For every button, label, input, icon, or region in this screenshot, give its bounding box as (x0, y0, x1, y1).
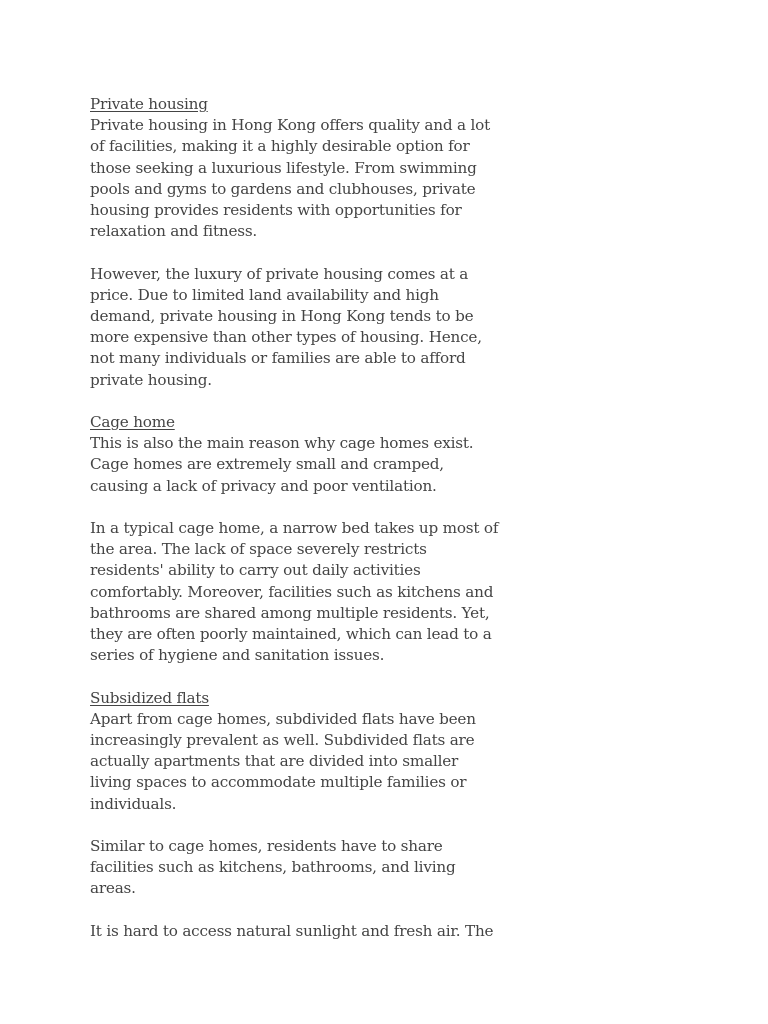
section-heading: Subsidized flats (90, 688, 209, 707)
paragraph: Private housing in Hong Kong offers quality and a lot of facilities, making it a highly desirable option for those seeking a luxurious lifestyle. From swimming pools and gyms to gardens and clubhouses, private housing provides residents with opportunities for relaxation and fitness. (90, 116, 490, 241)
paragraph-gap (90, 391, 500, 412)
section-heading: Private housing (90, 95, 208, 113)
section-heading: Cage home (90, 413, 175, 432)
paragraph: Apart from cage homes, subdivided flats have been increasingly prevalent as well. Subdivided flats are actually apartments that are divided into smaller living spaces to accommodate multiple families or individuals. (90, 709, 476, 813)
section-subsidized-flats (90, 688, 500, 942)
paragraph-gap (90, 497, 500, 518)
paragraph: In a typical cage home, a narrow bed takes up most of the area. The lack of space severely restricts residents' ability to carry out daily activities comfortably. Moreover, facilities such as kitchens and bathrooms are shared among multiple residents. Yet, they are often poorly maintained, which can lead to a series of hygiene and sanitation issues. (90, 519, 499, 665)
paragraph: This is also the main reason why cage homes exist. Cage homes are extremely small and cramped, causing a lack of privacy and poor ventilation. (90, 434, 474, 495)
paragraph: Similar to cage homes, residents have to share facilities such as kitchens, bathrooms, and living areas. (90, 837, 456, 898)
paragraph-gap (90, 242, 500, 263)
paragraph-gap (90, 900, 500, 921)
paragraph: It is hard to access natural sunlight and fresh air. The (90, 921, 494, 940)
section-private-housing (90, 94, 500, 412)
document-body (90, 94, 500, 942)
paragraph-gap (90, 815, 500, 836)
paragraph: However, the luxury of private housing comes at a price. Due to limited land availability and high demand, private housing in Hong Kong tends to be more expensive than other types of housing. Hence, not many individuals or families are able to afford private housing. (90, 264, 482, 389)
paragraph-gap (90, 666, 500, 687)
section-cage-home (90, 412, 500, 688)
